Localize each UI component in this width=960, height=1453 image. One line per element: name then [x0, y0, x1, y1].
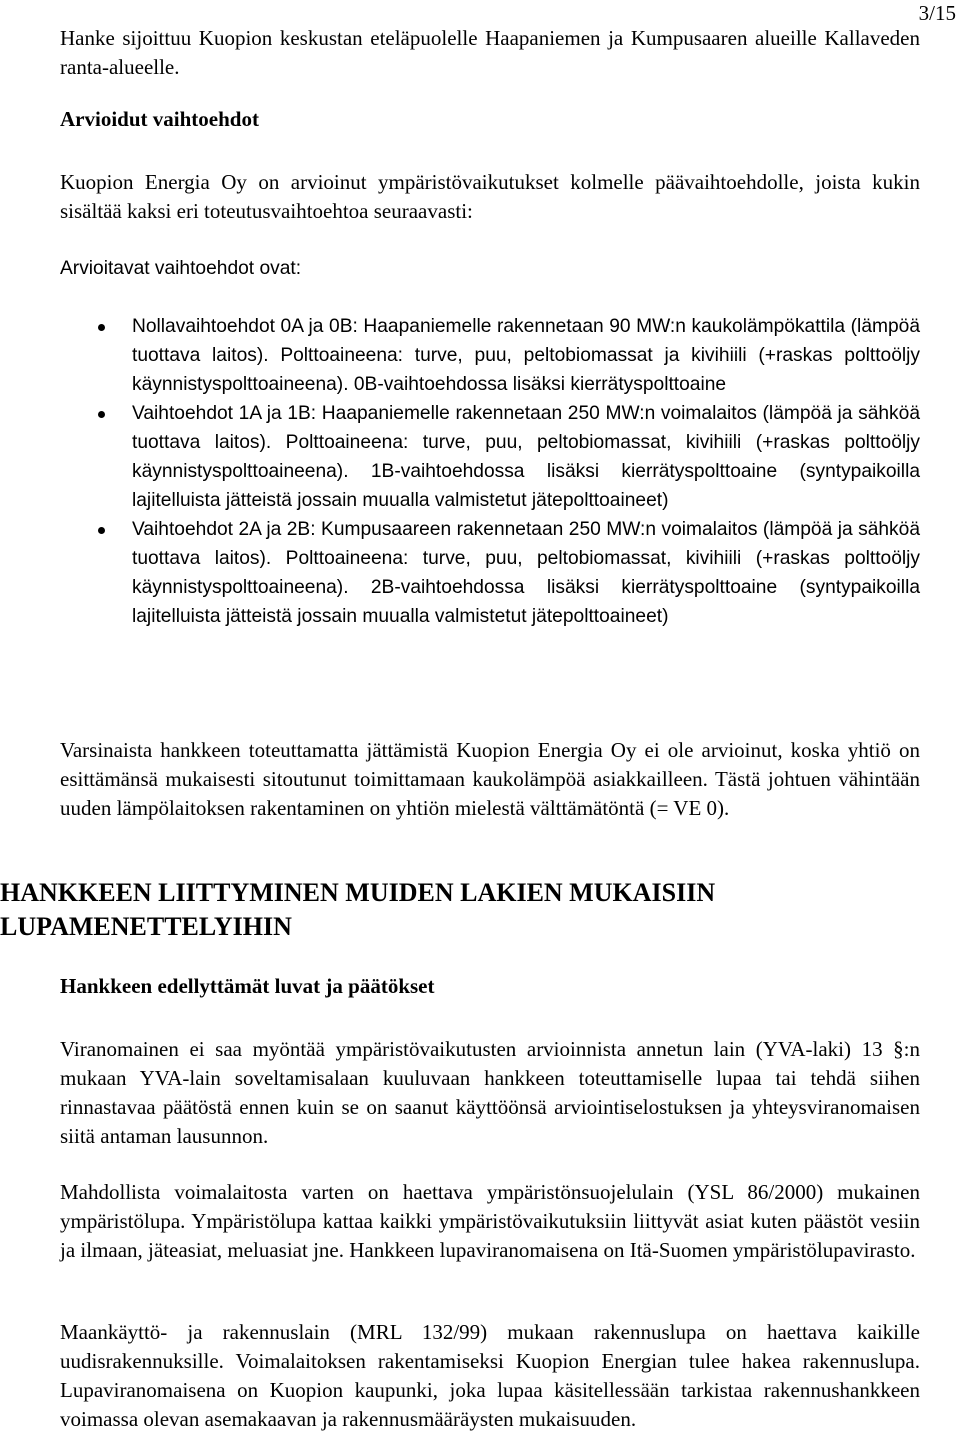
bullet-icon	[98, 527, 105, 534]
intro-paragraph: Hanke sijoittuu Kuopion keskustan eteläpuolelle Haapaniemen ja Kumpusaaren alueille Kallaveden ranta-alueelle.	[60, 26, 920, 79]
list-item	[60, 399, 920, 515]
list-item	[60, 515, 920, 631]
permits-heading: Hankkeen edellyttämät luvat ja päätökset	[60, 974, 435, 998]
alternatives-list-intro: Arvioitavat vaihtoehdot ovat:	[60, 258, 302, 279]
alternatives-list	[60, 312, 920, 631]
permits-paragraph-environmental-permit: Mahdollista voimalaitosta varten on haettava ympäristönsuojelulain (YSL 86/2000) mukainen ympäristölupa. Ympäristölupa kattaa kaikki ympäristövaikutuksiin liittyvät asiat kuten päästöt vesiin ja ilmaan, jäteasiat, meluasiat jne. Hankkeen lupaviranomaisena on Itä-Suomen ympäristölupavirasto.	[60, 1180, 920, 1262]
page-number: 3/15	[918, 1, 956, 25]
list-item	[60, 312, 920, 399]
list-item-text: Vaihtoehdot 1A ja 1B: Haapaniemelle rakennetaan 250 MW:n voimalaitos (lämpöä ja sähköä tuottava laitos). Polttoaineena: turve, puu, peltobiomassat, kivihiili (+raskas polttoöljy käynnistyspolttoaineena). 1B-vaihtoehdossa lisäksi kierrätyspolttoaine (syntypaikoilla lajitelluista jätteistä jossain muualla valmistetut jätepolttoaineet)	[132, 403, 920, 511]
permits-paragraph-yva: Viranomainen ei saa myöntää ympäristövaikutusten arvioinnista annetun lain (YVA-laki) 13 §:n mukaan YVA-lain soveltamisalaan kuuluvaan hankkeen toteuttamiselle lupaa tai tehdä siihen rinnastavaa päätöstä ennen kuin se on saanut käyttöönsä arviointiselostuksen ja yhteysviranomaisen siitä antaman lausunnon.	[60, 1037, 920, 1148]
list-item-text: Vaihtoehdot 2A ja 2B: Kumpusaareen rakennetaan 250 MW:n voimalaitos (lämpöä ja sähköä tuottava laitos). Polttoaineena: turve, puu, peltobiomassat, kivihiili (+raskas polttoöljy käynnistyspolttoaineena). 2B-vaihtoehdossa lisäksi kierrätyspolttoaine (syntypaikoilla lajitelluista jätteistä jossain muualla valmistetut jätepolttoaineet)	[132, 519, 920, 627]
alternatives-closing-paragraph: Varsinaista hankkeen toteuttamatta jättämistä Kuopion Energia Oy ei ole arvioinut, koska yhtiö on esittämänsä mukaisesti sitoutunut toimittamaan kaukolämpöä asiakkailleen. Tästä johtuen vähintään uuden lämpölaitoksen rakentaminen on yhtiön mielestä välttämätöntä (= VE 0).	[60, 738, 920, 820]
bullet-icon	[98, 324, 105, 331]
main-heading: HANKKEEN LIITTYMINEN MUIDEN LAKIEN MUKAISIIN LUPAMENETTELYIHIN	[0, 878, 716, 941]
bullet-icon	[98, 411, 105, 418]
list-item-text: Nollavaihtoehdot 0A ja 0B: Haapaniemelle rakennetaan 90 MW:n kaukolämpökattila (lämpöä tuottava laitos). Polttoaineena: turve, puu, peltobiomassat ja kivihiili (+raskas polttoöljy käynnistyspolttoaineena). 0B-vaihtoehdossa lisäksi kierrätyspolttoaine	[132, 316, 920, 395]
alternatives-paragraph: Kuopion Energia Oy on arvioinut ympäristövaikutukset kolmelle päävaihtoehdolle, joista kukin sisältää kaksi eri toteutusvaihtoehtoa seuraavasti:	[60, 170, 920, 223]
permits-paragraph-building-permit: Maankäyttö- ja rakennuslain (MRL 132/99) mukaan rakennuslupa on haettava kaikille uudisrakennuksille. Voimalaitoksen rakentamiseksi Kuopion Energian tulee hakea rakennuslupa. Lupaviranomaisena on Kuopion kaupunki, joka lupaa käsitellessään tarkistaa rakennushankkeen voimassa olevan asemakaavan ja rakennusmääräysten mukaisuuden.	[60, 1320, 920, 1431]
alternatives-heading: Arvioidut vaihtoehdot	[60, 107, 259, 131]
